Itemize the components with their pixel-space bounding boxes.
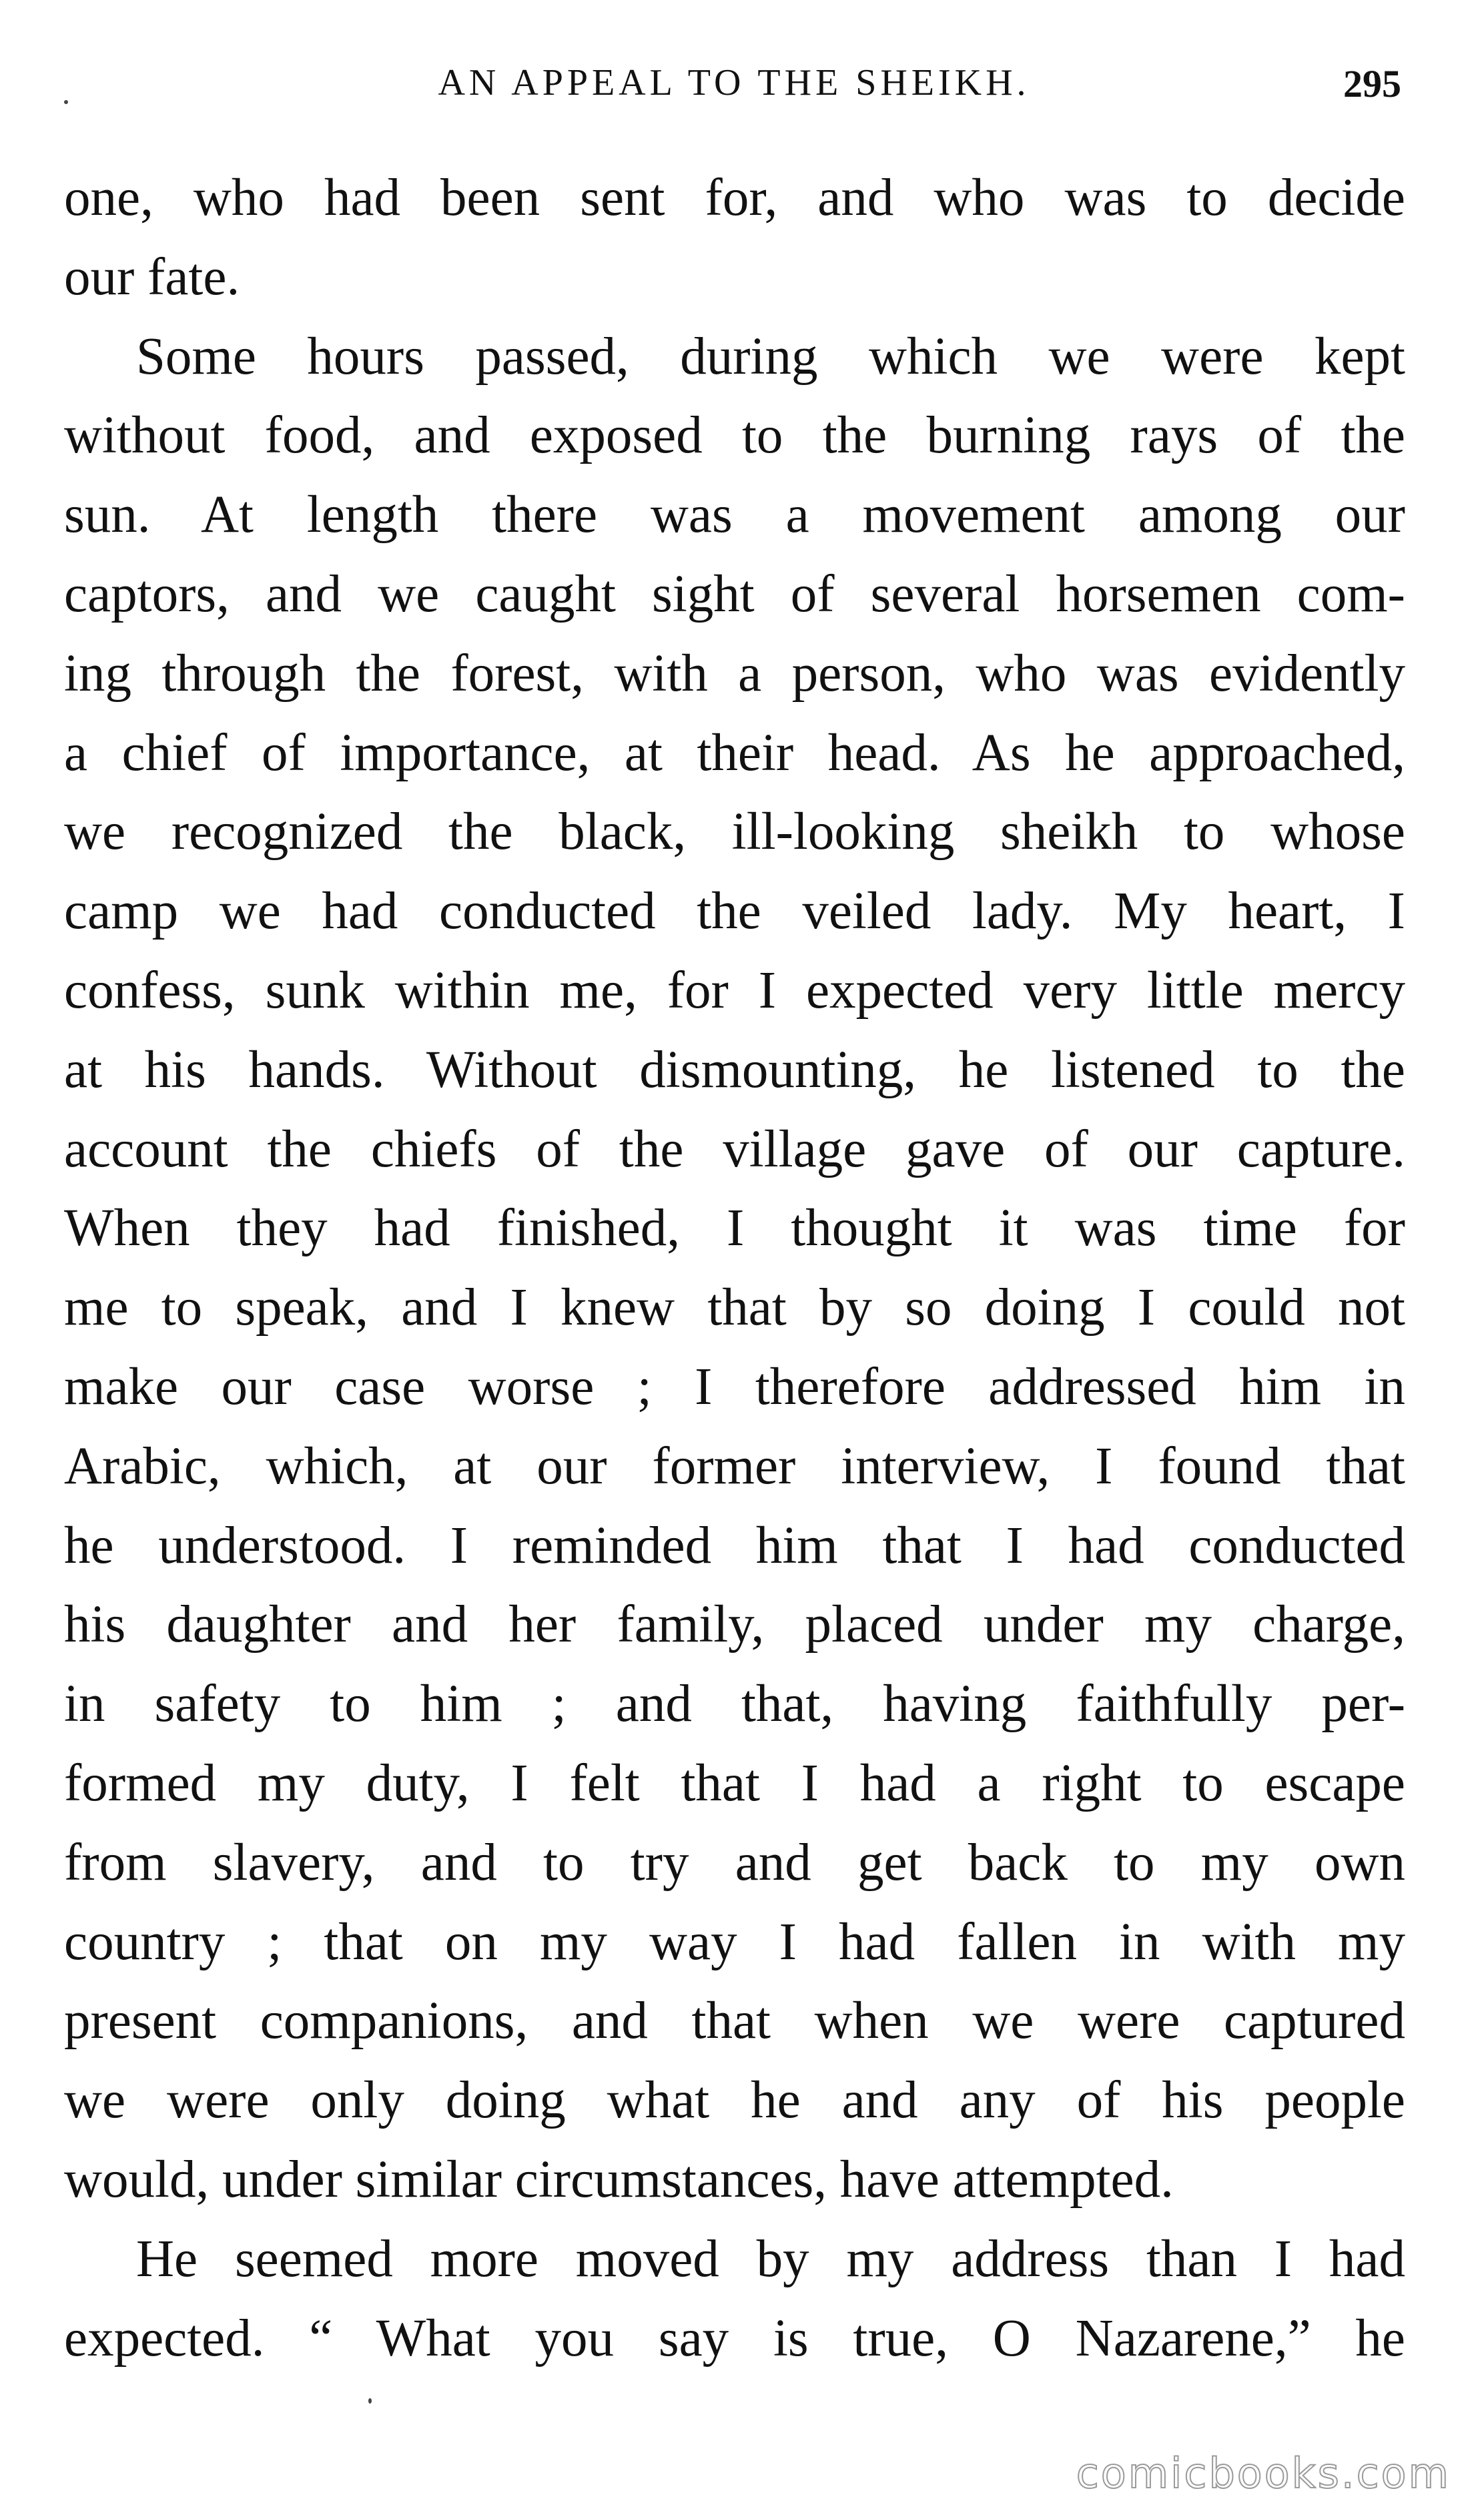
text-line: confess, sunk within me, for I expected very little mercy bbox=[64, 961, 1405, 1020]
text-line: without food, and exposed to the burning rays of the bbox=[64, 406, 1405, 465]
text-line: camp we had conducted the veiled lady. My heart, I bbox=[64, 882, 1405, 941]
text-line: make our case worse ; I therefore addressed him in bbox=[64, 1357, 1405, 1416]
text-line: He seemed more moved by my address than I had bbox=[136, 2229, 1405, 2288]
watermark: comicbooks.com bbox=[1076, 2449, 1451, 2498]
body-text bbox=[64, 159, 1405, 2378]
text-line: account the chiefs of the village gave of our capture. bbox=[64, 1120, 1405, 1178]
print-speck bbox=[64, 100, 68, 104]
text-line: Some hours passed, during which we were kept bbox=[136, 327, 1405, 386]
text-line: When they had finished, I thought it was time for bbox=[64, 1199, 1405, 1258]
text-line: he understood. I reminded him that I had conducted bbox=[64, 1516, 1405, 1575]
text-line: in safety to him ; and that, having faithfully per- bbox=[64, 1675, 1405, 1734]
text-line: from slavery, and to try and get back to my own bbox=[64, 1833, 1405, 1892]
text-line: expected. “ What you say is true, O Nazarene,” he bbox=[64, 2309, 1405, 2368]
text-line: formed my duty, I felt that I had a right to escape bbox=[64, 1754, 1405, 1812]
print-speck bbox=[368, 2398, 372, 2404]
page-number: 295 bbox=[1343, 62, 1401, 105]
text-line: a chief of importance, at their head. As he approached, bbox=[64, 723, 1405, 782]
text-line: sun. At length there was a movement among our bbox=[64, 486, 1405, 545]
running-head bbox=[67, 61, 1401, 115]
text-line: captors, and we caught sight of several horsemen com- bbox=[64, 565, 1405, 623]
text-line: me to speak, and I knew that by so doing I could not bbox=[64, 1279, 1405, 1337]
text-line: present companions, and that when we were captured bbox=[64, 1992, 1405, 2051]
text-line: ing through the forest, with a person, who was evidently bbox=[64, 644, 1405, 703]
text-line: would, under similar circumstances, have attempted. bbox=[64, 2150, 1174, 2209]
text-line: we recognized the black, ill-looking sheikh to whose bbox=[64, 803, 1405, 861]
text-line: Arabic, which, at our former interview, I found that bbox=[64, 1437, 1405, 1495]
running-title: AN APPEAL TO THE SHEIKH. bbox=[438, 62, 1030, 103]
text-line: country ; that on my way I had fallen in with my bbox=[64, 1912, 1405, 1971]
text-line: his daughter and her family, placed under my charge, bbox=[64, 1595, 1405, 1654]
text-line: we were only doing what he and any of his people bbox=[64, 2071, 1405, 2130]
text-line: at his hands. Without dismounting, he listened to the bbox=[64, 1040, 1405, 1099]
text-line: our fate. bbox=[64, 248, 240, 306]
text-line: one, who had been sent for, and who was to decide bbox=[64, 169, 1405, 227]
